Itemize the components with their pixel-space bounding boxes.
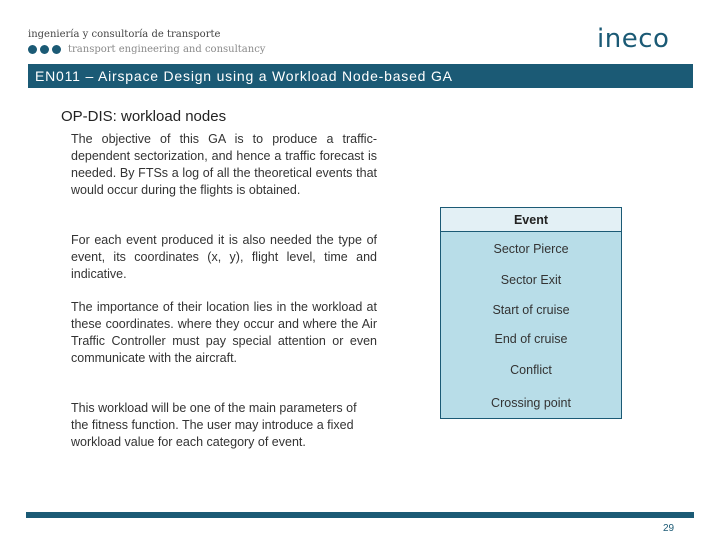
paragraph-event-info: For each event produced it is also needed the type of event, its coordinates (x, y), flight level, time and indicative. [71, 233, 377, 281]
ineco-dots-logo [28, 45, 61, 54]
header-tagline-es: ingeniería y consultoría de transporte [28, 29, 221, 40]
event-row: Sector Exit [500, 273, 562, 287]
ineco-logo: ineco [597, 24, 670, 54]
slide-title: EN011 – Airspace Design using a Workload Node-based GA [35, 68, 453, 84]
event-row: Crossing point [491, 396, 571, 410]
event-row: Conflict [510, 363, 552, 377]
event-table-header [441, 208, 621, 232]
header-tagline-en: transport engineering and consultancy [68, 44, 266, 55]
logo-dot [52, 45, 61, 54]
title-bar [28, 64, 693, 88]
section-subtitle: OP-DIS: workload nodes [61, 108, 227, 125]
event-row: End of cruise [494, 332, 568, 346]
event-row: Sector Pierce [493, 242, 569, 256]
paragraph-importance: The importance of their location lies in the workload at these coordinates. where they occur and where the Air Traffic Controller must pay special attention or even communicate with the aircraft. [71, 300, 377, 365]
event-table [440, 207, 622, 419]
logo-dot [40, 45, 49, 54]
logo-dot [28, 45, 37, 54]
paragraph-objective: The objective of this GA is to produce a traffic-dependent sectorization, and hence a traffic forecast is needed. By FTSs a log of all the theoretical events that would occur during the flights is obtained. [71, 132, 377, 197]
footer-bar [26, 512, 694, 518]
event-row: Start of cruise [492, 303, 570, 317]
event-header-label: Event [513, 213, 549, 227]
page-number: 29 [663, 523, 675, 534]
paragraph-workload: This workload will be one of the main parameters of the fitness function. The user may introduce a fixed workload value for each category of event. [71, 401, 357, 449]
